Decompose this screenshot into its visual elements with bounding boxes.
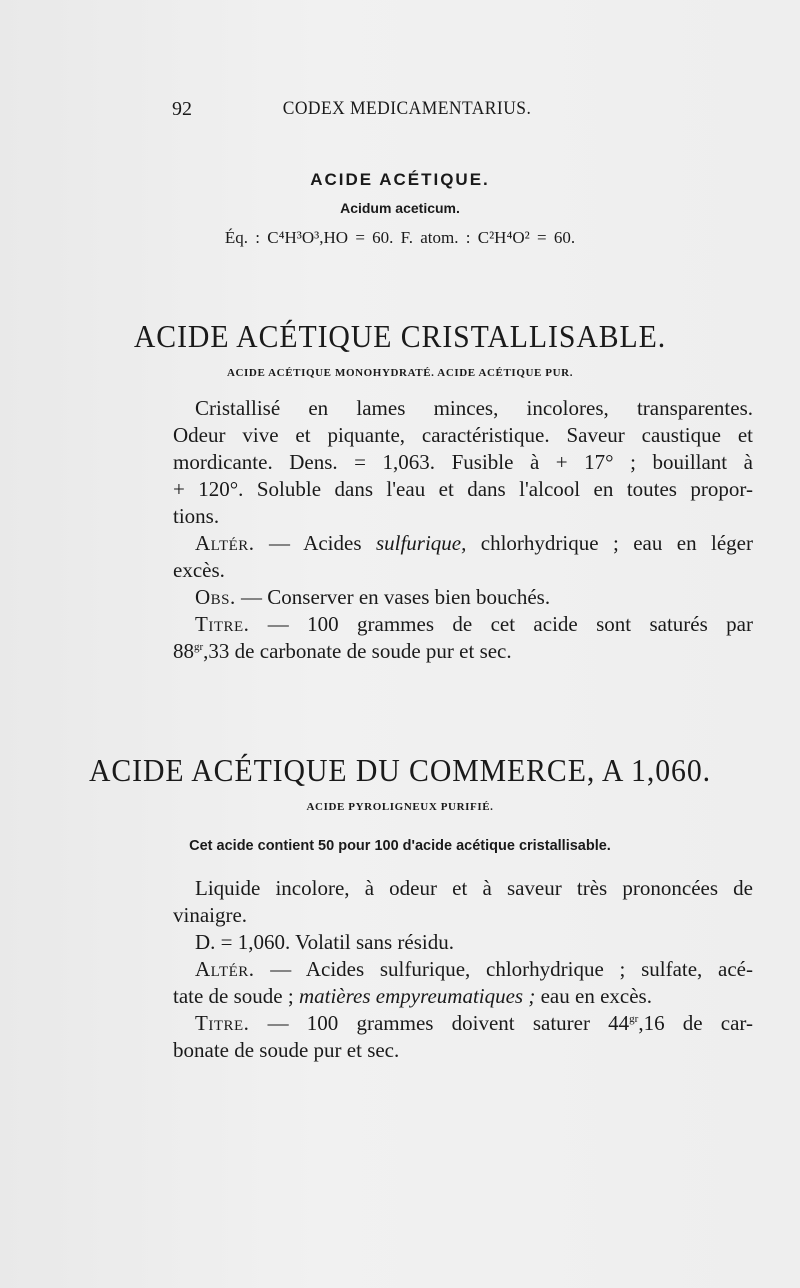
description-line: Odeur vive et piquante, caractéristique. Saveur caustique et — [173, 423, 753, 447]
titre-label: Titre. — [195, 612, 250, 636]
alteration-text: — Acides sulfurique, chlorhydrique ; sulfate, acé- — [254, 957, 753, 981]
observation-text: — Conserver en vases bien bouchés. — [235, 585, 551, 609]
running-head — [172, 98, 642, 122]
alteration-line — [173, 983, 753, 1010]
titre-line: bonate de soude pur et sec. — [173, 1038, 400, 1062]
commerce-body — [173, 875, 753, 1064]
observation-label: Obs. — [195, 585, 236, 609]
alteration-italic: matières empyreumatiques ; — [298, 984, 536, 1008]
alteration-paragraph — [173, 956, 753, 983]
cristallisable-body — [173, 395, 753, 665]
titre-line — [173, 638, 753, 665]
density-line: D. = 1,060. Volatil sans résidu. — [195, 930, 454, 954]
alteration-paragraph — [173, 530, 753, 557]
section-note-commerce: Cet acide contient 50 pour 100 d'acide acétique cristallisable. — [189, 838, 611, 854]
alteration-line: excès. — [173, 558, 225, 582]
description-line: Cristallisé en lames minces, incolores, transparentes. — [195, 396, 753, 420]
alteration-text: chlorhydrique ; eau en léger — [466, 531, 753, 555]
alteration-text: tate de soude ; — [173, 984, 299, 1008]
section-title-acide-acetique: ACIDE ACÉTIQUE. — [310, 170, 490, 189]
description-line: vinaigre. — [173, 903, 248, 927]
observation-paragraph — [173, 584, 753, 611]
titre-paragraph — [173, 1010, 753, 1037]
chemical-formula: Éq. : C⁴H³O³,HO = 60. F. atom. : C²H⁴O² = 60. — [224, 228, 576, 247]
description-line: tions. — [173, 504, 220, 528]
section-title-commerce: ACIDE ACÉTIQUE DU COMMERCE, A 1,060. — [88, 752, 712, 788]
description-line: + 120°. Soluble dans l'eau et dans l'alcool en toutes propor- — [173, 477, 753, 501]
titre-text: — 100 grammes doivent saturer 44 — [249, 1011, 630, 1035]
alteration-italic: sulfurique, — [375, 531, 467, 555]
alteration-label: Altér. — [195, 957, 255, 981]
titre-unit: gr — [194, 641, 204, 653]
titre-paragraph — [173, 611, 753, 638]
titre-value: 88 — [173, 639, 194, 663]
page-number: 92 — [172, 98, 192, 120]
titre-label: Titre. — [195, 1011, 250, 1035]
description-line: Liquide incolore, à odeur et à saveur très prononcées de — [195, 876, 753, 900]
section-subtitle-cristallisable: ACIDE ACÉTIQUE MONOHYDRATÉ. ACIDE ACÉTIQUE PUR. — [226, 367, 574, 379]
section-subtitle-commerce: ACIDE PYROLIGNEUX PURIFIÉ. — [306, 801, 494, 813]
latin-name: Acidum aceticum. — [340, 200, 460, 216]
titre-text: ,33 de carbonate de soude pur et sec. — [203, 639, 512, 663]
alteration-text: — Acides — [254, 531, 376, 555]
alteration-label: Altér. — [195, 531, 255, 555]
alteration-text: eau en excès. — [535, 984, 652, 1008]
titre-unit: gr — [629, 1013, 639, 1025]
titre-text: ,16 de car- — [638, 1011, 753, 1035]
description-line: mordicante. Dens. = 1,063. Fusible à + 17° ; bouillant à — [173, 450, 753, 474]
section-title-cristallisable: ACIDE ACÉTIQUE CRISTALLISABLE. — [133, 318, 667, 354]
titre-text: — 100 grammes de cet acide sont saturés par — [249, 612, 753, 636]
running-title: CODEX MEDICAMENTARIUS. — [282, 98, 532, 119]
